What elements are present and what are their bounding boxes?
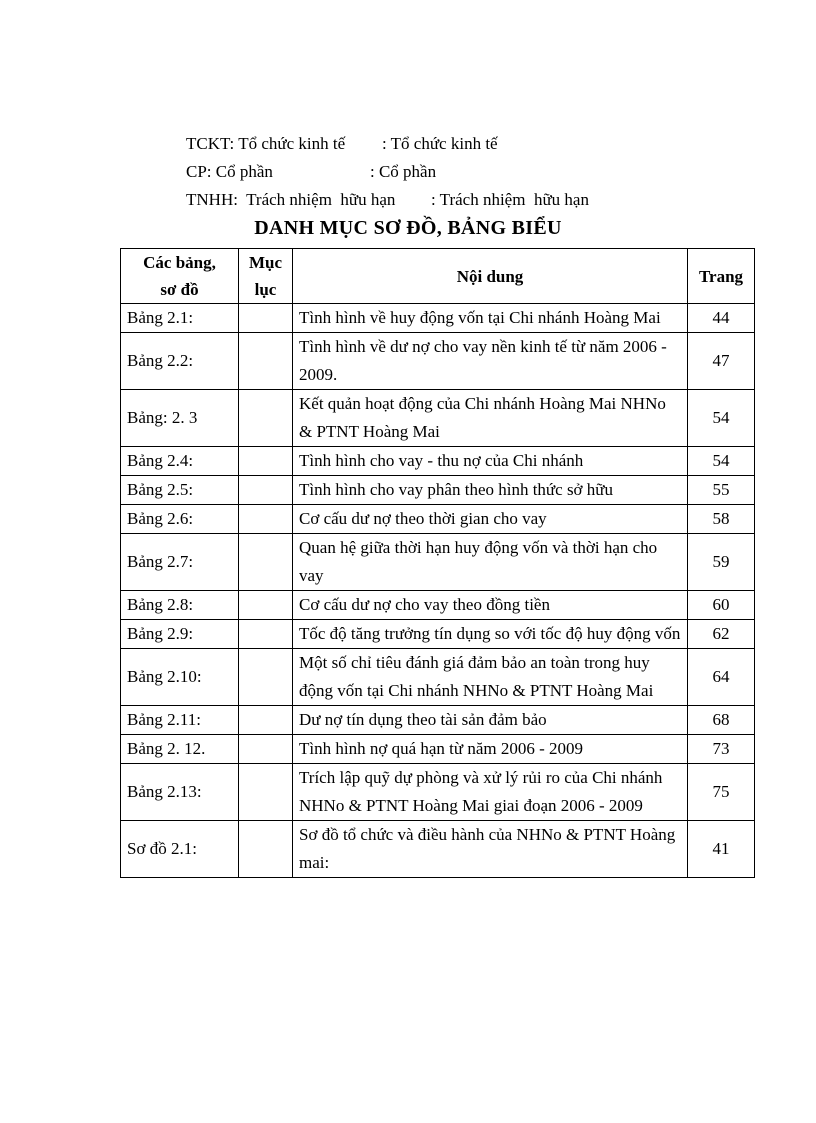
table-header-row — [121, 249, 755, 304]
row-index — [239, 390, 293, 447]
row-index — [239, 333, 293, 390]
table-row — [121, 333, 755, 390]
page-title: DANH MỤC SƠ ĐỒ, BẢNG BIỂU — [254, 217, 562, 239]
row-label: Bảng 2.13: — [121, 764, 239, 821]
abbreviation-term: CP: Cổ phần — [186, 162, 273, 181]
row-content: Sơ đồ tổ chức và điều hành của NHNo & PTNT Hoàng mai: — [293, 821, 688, 878]
row-label: Bảng 2.4: — [121, 447, 239, 476]
header-tables-diagrams-line2: sơ đồ — [160, 280, 199, 299]
row-content: Tình hình cho vay phân theo hình thức sở hữu — [293, 476, 688, 505]
table-row — [121, 821, 755, 878]
abbreviation-meaning: : Tổ chức kinh tế — [382, 134, 498, 153]
row-label: Bảng 2.9: — [121, 620, 239, 649]
row-content: Tình hình về dư nợ cho vay nền kinh tế từ năm 2006 - 2009. — [293, 333, 688, 390]
table-row — [121, 735, 755, 764]
row-label: Bảng 2.1: — [121, 304, 239, 333]
row-content: Tình hình về huy động vốn tại Chi nhánh Hoàng Mai — [293, 304, 688, 333]
row-page: 55 — [688, 476, 755, 505]
table-row — [121, 649, 755, 706]
figures-tables-list — [120, 248, 755, 878]
row-label: Bảng 2.6: — [121, 505, 239, 534]
row-page: 60 — [688, 591, 755, 620]
header-page: Trang — [688, 249, 755, 304]
row-label: Sơ đồ 2.1: — [121, 821, 239, 878]
abbreviation-term: TNHH: Trách nhiệm hữu hạn — [186, 190, 396, 209]
header-tables-diagrams — [121, 249, 239, 304]
row-page: 75 — [688, 764, 755, 821]
row-index — [239, 534, 293, 591]
table-row — [121, 447, 755, 476]
row-index — [239, 706, 293, 735]
row-content: Trích lập quỹ dự phòng và xử lý rủi ro của Chi nhánh NHNo & PTNT Hoàng Mai giai đoạn 2006 - 2009 — [293, 764, 688, 821]
table-row — [121, 534, 755, 591]
row-index — [239, 304, 293, 333]
row-content: Tình hình cho vay - thu nợ của Chi nhánh — [293, 447, 688, 476]
row-page: 73 — [688, 735, 755, 764]
header-content: Nội dung — [293, 249, 688, 304]
row-page: 68 — [688, 706, 755, 735]
header-tables-diagrams-line1: Các bảng, — [143, 253, 216, 272]
table-row — [121, 591, 755, 620]
row-page: 64 — [688, 649, 755, 706]
row-index — [239, 735, 293, 764]
table-row — [121, 476, 755, 505]
row-page: 54 — [688, 390, 755, 447]
table-row — [121, 620, 755, 649]
row-content: Kết quản hoạt động của Chi nhánh Hoàng Mai NHNo & PTNT Hoàng Mai — [293, 390, 688, 447]
table-row — [121, 505, 755, 534]
row-label: Bảng: 2. 3 — [121, 390, 239, 447]
row-index — [239, 591, 293, 620]
row-content: Cơ cấu dư nợ cho vay theo đồng tiền — [293, 591, 688, 620]
row-index — [239, 447, 293, 476]
row-page: 41 — [688, 821, 755, 878]
row-page: 54 — [688, 447, 755, 476]
row-page: 59 — [688, 534, 755, 591]
row-label: Bảng 2.7: — [121, 534, 239, 591]
row-label: Bảng 2.5: — [121, 476, 239, 505]
row-page: 62 — [688, 620, 755, 649]
row-content: Tốc độ tăng trưởng tín dụng so với tốc độ huy động vốn — [293, 620, 688, 649]
row-index — [239, 764, 293, 821]
row-content: Dư nợ tín dụng theo tài sản đảm bảo — [293, 706, 688, 735]
table-row — [121, 304, 755, 333]
abbreviation-meaning: : Trách nhiệm hữu hạn — [431, 190, 589, 209]
row-label: Bảng 2.11: — [121, 706, 239, 735]
row-index — [239, 620, 293, 649]
table-row — [121, 390, 755, 447]
abbreviation-meaning: : Cổ phần — [370, 162, 437, 181]
header-index-line1: Mục — [248, 253, 283, 272]
header-index-line2: lục — [254, 280, 277, 299]
table-row — [121, 764, 755, 821]
row-index — [239, 649, 293, 706]
row-content: Cơ cấu dư nợ theo thời gian cho vay — [293, 505, 688, 534]
row-content: Tình hình nợ quá hạn từ năm 2006 - 2009 — [293, 735, 688, 764]
abbreviation-term: TCKT: Tổ chức kinh tế — [186, 134, 346, 153]
row-label: Bảng 2.2: — [121, 333, 239, 390]
row-index — [239, 821, 293, 878]
row-label: Bảng 2.8: — [121, 591, 239, 620]
row-content: Một số chỉ tiêu đánh giá đảm bảo an toàn trong huy động vốn tại Chi nhánh NHNo & PTNT Hoàng Mai — [293, 649, 688, 706]
row-index — [239, 505, 293, 534]
header-index — [239, 249, 293, 304]
row-page: 58 — [688, 505, 755, 534]
row-index — [239, 476, 293, 505]
row-content: Quan hệ giữa thời hạn huy động vốn và thời hạn cho vay — [293, 534, 688, 591]
row-label: Bảng 2. 12. — [121, 735, 239, 764]
row-page: 44 — [688, 304, 755, 333]
row-page: 47 — [688, 333, 755, 390]
table-row — [121, 706, 755, 735]
row-label: Bảng 2.10: — [121, 649, 239, 706]
